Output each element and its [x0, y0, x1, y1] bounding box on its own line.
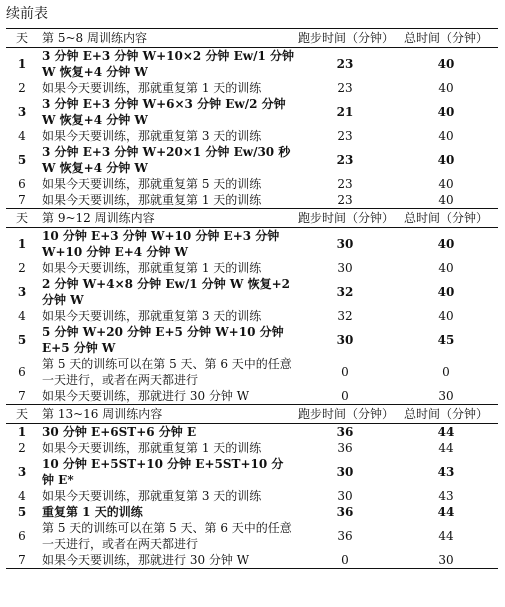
- table-row: [6, 80, 498, 96]
- day-cell: 7: [6, 552, 38, 569]
- content-cell: 如果今天要训练，那就进行 30 分钟 W: [38, 552, 296, 569]
- table-row: [6, 552, 498, 569]
- day-cell: 5: [17, 505, 27, 519]
- day-cell: 1: [17, 237, 27, 251]
- run-time-cell: 36: [337, 441, 353, 455]
- section-header-row: [6, 29, 498, 48]
- table-row: [6, 228, 498, 261]
- total-time-cell: 40: [437, 153, 455, 167]
- day-cell: 6: [18, 177, 26, 191]
- day-cell: 3: [17, 105, 27, 119]
- run-time-cell: 36: [336, 425, 354, 439]
- content-cell: 如果今天要训练，那就重复第 3 天的训练: [42, 489, 262, 503]
- total-time-cell: 40: [437, 285, 455, 299]
- content-cell: 如果今天要训练，那就重复第 3 天的训练: [42, 129, 262, 143]
- header-content-cell: 第 5~8 周训练内容: [38, 29, 296, 48]
- header-day-cell: 天: [6, 209, 38, 228]
- header-total-cell: 总时间（分钟）: [394, 29, 498, 48]
- total-time-cell: 44: [438, 529, 454, 543]
- run-time-cell: 0: [341, 365, 349, 379]
- header-run-cell: 跑步时间（分钟）: [296, 29, 394, 48]
- run-time-cell: 30: [337, 489, 353, 503]
- total-time-cell: 0: [442, 365, 450, 379]
- total-time-cell: 40: [437, 105, 455, 119]
- run-time-cell: 30: [337, 261, 353, 275]
- day-cell: 4: [18, 129, 26, 143]
- day-cell: 3: [17, 465, 27, 479]
- day-cell: 2: [18, 81, 26, 95]
- day-cell: 2: [18, 441, 26, 455]
- day-cell: 5: [17, 153, 27, 167]
- run-time-cell: 30: [336, 237, 354, 251]
- total-time-cell: 40: [438, 81, 454, 95]
- table-row: [6, 356, 498, 388]
- total-time-cell: 40: [437, 237, 455, 251]
- table-row: [6, 308, 498, 324]
- table-row: [6, 260, 498, 276]
- run-time-cell: 30: [336, 333, 354, 347]
- content-cell: 5 分钟 W+20 分钟 E+5 分钟 W+10 分钟 E+5 分钟 W: [42, 325, 284, 355]
- content-cell: 第 5 天的训练可以在第 5 天、第 6 天中的任意一天进行，或者在两天都进行: [42, 357, 292, 387]
- table-row: [6, 424, 498, 441]
- table-row: [6, 488, 498, 504]
- table-row: [6, 504, 498, 520]
- header-run-cell: 跑步时间（分钟）: [296, 405, 394, 424]
- total-time-cell: 44: [437, 425, 455, 439]
- content-cell: 如果今天要训练，那就重复第 1 天的训练: [42, 81, 262, 95]
- total-time-cell: 43: [437, 465, 455, 479]
- content-cell: 3 分钟 E+3 分钟 W+10×2 分钟 Ew/1 分钟 W 恢复+4 分钟 W: [42, 49, 294, 79]
- content-cell: 30 分钟 E+6ST+6 分钟 E: [42, 425, 197, 439]
- header-content-cell: 第 9~12 周训练内容: [38, 209, 296, 228]
- section-header-row: [6, 405, 498, 424]
- day-cell: 1: [17, 425, 27, 439]
- day-cell: 1: [17, 57, 27, 71]
- total-time-cell: 40: [438, 309, 454, 323]
- content-cell: 如果今天要训练，那就重复第 1 天的训练: [42, 261, 262, 275]
- table-row: [6, 440, 498, 456]
- day-cell: 7: [6, 192, 38, 209]
- total-time-cell: 44: [438, 441, 454, 455]
- training-table: [6, 28, 498, 569]
- header-total-cell: 总时间（分钟）: [394, 405, 498, 424]
- run-time-cell: 36: [337, 529, 353, 543]
- content-cell: 3 分钟 E+3 分钟 W+6×3 分钟 Ew/2 分钟 W 恢复+4 分钟 W: [42, 97, 286, 127]
- content-cell: 3 分钟 E+3 分钟 W+20×1 分钟 Ew/30 秒 W 恢复+4 分钟 W: [42, 145, 291, 175]
- table-row: [6, 456, 498, 488]
- run-time-cell: 21: [336, 105, 354, 119]
- table-caption: 续前表: [6, 6, 48, 22]
- header-day-cell: 天: [6, 405, 38, 424]
- total-time-cell: 40: [438, 177, 454, 191]
- table-row: [6, 96, 498, 128]
- table-row: [6, 192, 498, 209]
- run-time-cell: 23: [296, 192, 394, 209]
- content-cell: 10 分钟 E+5ST+10 分钟 E+5ST+10 分钟 E*: [42, 457, 284, 487]
- run-time-cell: 0: [296, 552, 394, 569]
- run-time-cell: 23: [337, 177, 353, 191]
- table-row: [6, 144, 498, 176]
- header-content-cell: 第 13~16 周训练内容: [38, 405, 296, 424]
- content-cell: 如果今天要训练，那就进行 30 分钟 W: [38, 388, 296, 405]
- total-time-cell: 45: [437, 333, 455, 347]
- content-cell: 重复第 1 天的训练: [42, 505, 143, 519]
- table-row: [6, 128, 498, 144]
- day-cell: 6: [18, 365, 26, 379]
- content-cell: 如果今天要训练，那就重复第 3 天的训练: [42, 309, 262, 323]
- total-time-cell: 43: [438, 489, 454, 503]
- day-cell: 6: [18, 529, 26, 543]
- table-row: [6, 176, 498, 192]
- content-cell: 如果今天要训练，那就重复第 1 天的训练: [42, 441, 262, 455]
- run-time-cell: 23: [337, 81, 353, 95]
- training-table-body: [6, 29, 498, 569]
- content-cell: 10 分钟 E+3 分钟 W+10 分钟 E+3 分钟 W+10 分钟 E+4 分钟 W: [42, 229, 280, 259]
- day-cell: 4: [18, 489, 26, 503]
- total-time-cell: 44: [437, 505, 455, 519]
- run-time-cell: 32: [336, 285, 354, 299]
- table-row: [6, 48, 498, 81]
- table-row: [6, 388, 498, 405]
- day-cell: 7: [6, 388, 38, 405]
- total-time-cell: 40: [437, 57, 455, 71]
- section-header-row: [6, 209, 498, 228]
- content-cell: 如果今天要训练，那就重复第 1 天的训练: [38, 192, 296, 209]
- total-time-cell: 30: [394, 388, 498, 405]
- day-cell: 5: [17, 333, 27, 347]
- table-row: [6, 520, 498, 552]
- table-row: [6, 276, 498, 308]
- total-time-cell: 40: [438, 261, 454, 275]
- total-time-cell: 40: [394, 192, 498, 209]
- table-row: [6, 324, 498, 356]
- day-cell: 2: [18, 261, 26, 275]
- content-cell: 2 分钟 W+4×8 分钟 Ew/1 分钟 W 恢复+2 分钟 W: [42, 277, 290, 307]
- run-time-cell: 0: [296, 388, 394, 405]
- run-time-cell: 23: [337, 129, 353, 143]
- run-time-cell: 36: [336, 505, 354, 519]
- run-time-cell: 23: [336, 153, 354, 167]
- content-cell: 第 5 天的训练可以在第 5 天、第 6 天中的任意一天进行，或者在两天都进行: [42, 521, 292, 551]
- header-day-cell: 天: [6, 29, 38, 48]
- run-time-cell: 32: [337, 309, 353, 323]
- header-total-cell: 总时间（分钟）: [394, 209, 498, 228]
- total-time-cell: 30: [394, 552, 498, 569]
- day-cell: 3: [17, 285, 27, 299]
- header-run-cell: 跑步时间（分钟）: [296, 209, 394, 228]
- day-cell: 4: [18, 309, 26, 323]
- content-cell: 如果今天要训练，那就重复第 5 天的训练: [42, 177, 262, 191]
- total-time-cell: 40: [438, 129, 454, 143]
- run-time-cell: 30: [336, 465, 354, 479]
- run-time-cell: 23: [336, 57, 354, 71]
